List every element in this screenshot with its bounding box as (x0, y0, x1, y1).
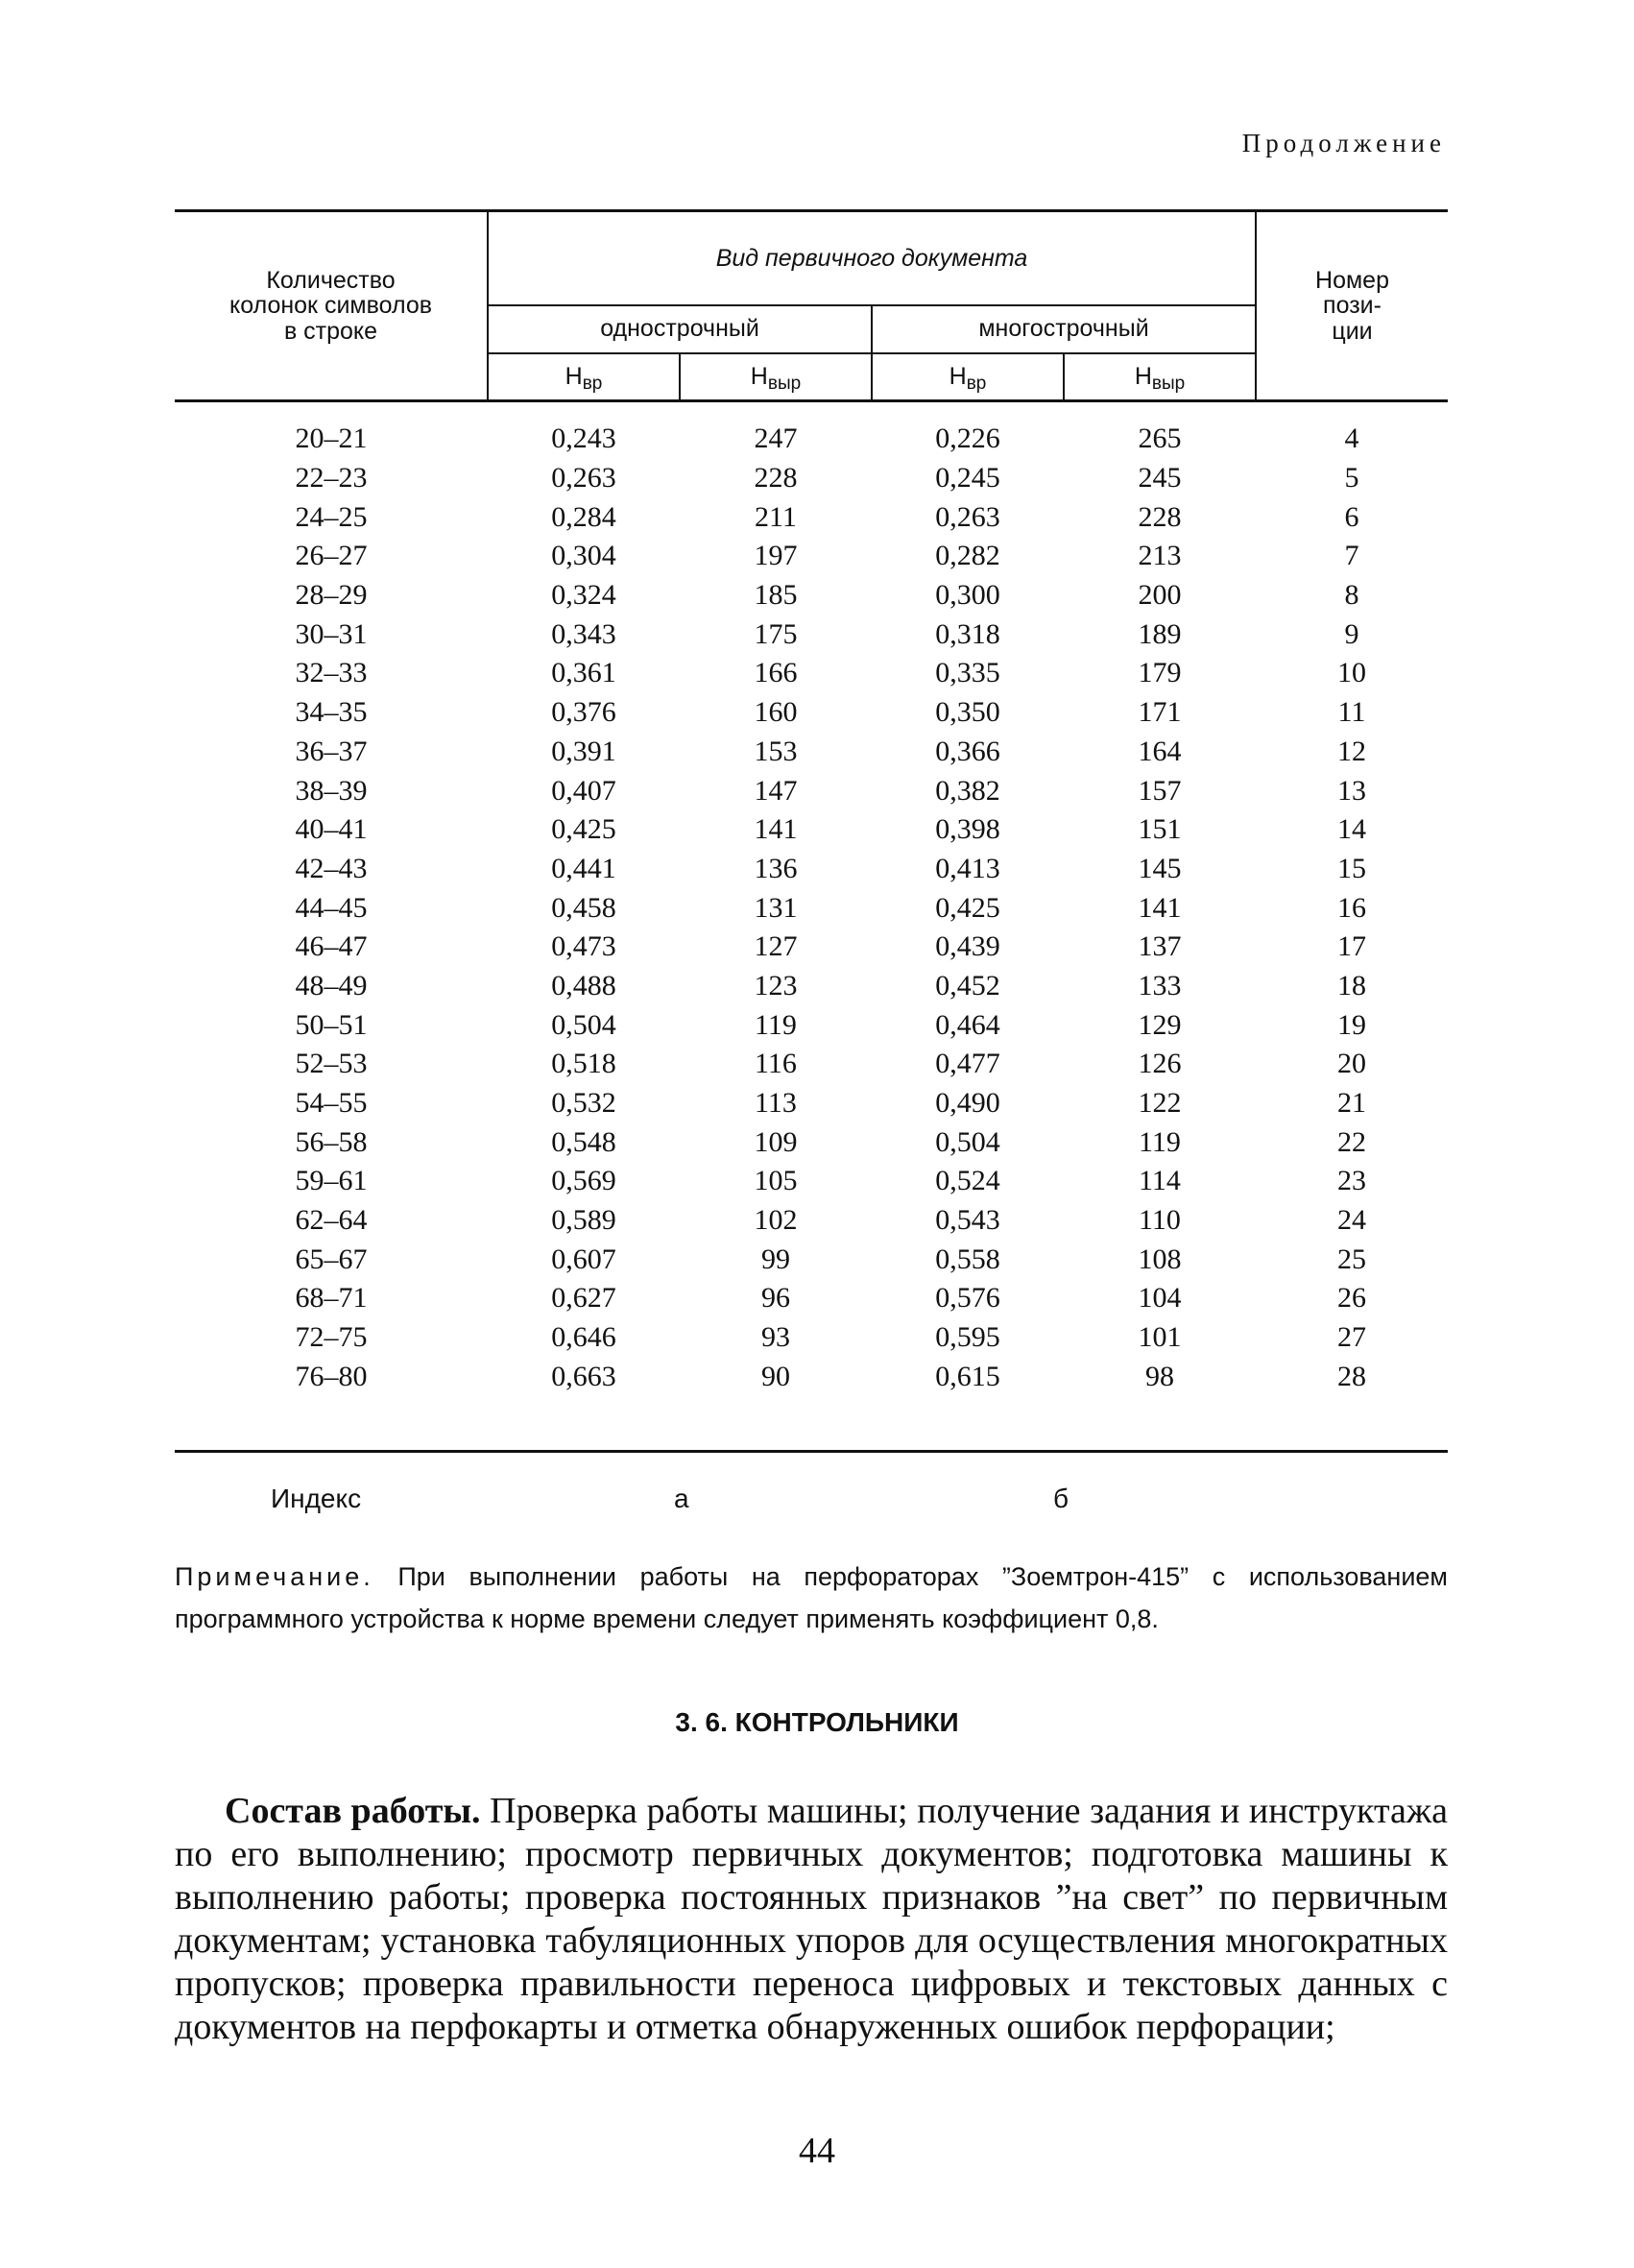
cell-nvr-single: 0,324 (551, 579, 616, 612)
cell-nvyr-single: 116 (755, 1048, 797, 1080)
cell-nvr-multi: 0,300 (935, 579, 1000, 612)
n-subscript: вр (582, 374, 603, 395)
cell-columns-range: 56–58 (295, 1125, 368, 1158)
n-letter: Н (565, 363, 583, 391)
cell-nvyr-multi: 171 (1138, 696, 1182, 729)
table-row (175, 654, 1448, 693)
index-b: б (1053, 1484, 1069, 1513)
cell-nvyr-single: 90 (761, 1360, 790, 1392)
paragraph-lead: Состав работы. (225, 1791, 481, 1831)
cell-nvyr-multi: 141 (1138, 891, 1182, 924)
cell-nvr-single: 0,589 (551, 1204, 616, 1237)
cell-nvr-single: 0,425 (551, 813, 616, 846)
cell-columns-range: 72–75 (295, 1321, 368, 1354)
cell-nvr-multi: 0,439 (935, 930, 1000, 963)
cell-nvyr-multi: 189 (1138, 617, 1182, 650)
cell-nvr-single: 0,488 (551, 969, 616, 1001)
cell-columns-range: 24–25 (295, 500, 368, 533)
cell-position: 23 (1337, 1165, 1366, 1197)
cell-nvyr-multi: 151 (1138, 813, 1182, 846)
cell-columns-range: 68–71 (295, 1282, 368, 1315)
cell-columns-range: 28–29 (295, 579, 368, 612)
table-row (175, 1045, 1448, 1084)
cell-columns-range: 48–49 (295, 969, 368, 1001)
cell-position: 12 (1337, 735, 1366, 767)
table-row (175, 1318, 1448, 1358)
cell-position: 20 (1337, 1048, 1366, 1080)
cell-nvr-single: 0,361 (551, 657, 616, 689)
table-row (175, 693, 1448, 733)
cell-position: 7 (1344, 540, 1359, 572)
cell-nvyr-single: 96 (761, 1282, 790, 1315)
cell-columns-range: 44–45 (295, 891, 368, 924)
index-row (0, 1484, 1634, 1522)
work-composition-paragraph (175, 1790, 1448, 2049)
cell-nvr-multi: 0,366 (935, 735, 1000, 767)
cell-nvyr-multi: 98 (1145, 1360, 1174, 1392)
table-row (175, 850, 1448, 889)
cell-nvr-single: 0,663 (551, 1360, 616, 1392)
cell-nvyr-multi: 122 (1138, 1087, 1182, 1120)
cell-nvr-multi: 0,226 (935, 422, 1000, 455)
cell-columns-range: 30–31 (295, 617, 368, 650)
cell-nvyr-multi: 145 (1138, 852, 1182, 884)
cell-columns-range: 26–27 (295, 540, 368, 572)
cell-nvr-multi: 0,263 (935, 500, 1000, 533)
cell-nvyr-multi: 104 (1138, 1282, 1182, 1315)
cell-nvyr-single: 119 (755, 1008, 797, 1041)
cell-nvr-multi: 0,413 (935, 852, 1000, 884)
cell-nvyr-single: 185 (754, 579, 798, 612)
cell-nvr-multi: 0,335 (935, 657, 1000, 689)
n-letter: Н (750, 363, 768, 391)
cell-nvr-single: 0,607 (551, 1243, 616, 1275)
cell-nvr-single: 0,532 (551, 1087, 616, 1120)
cell-columns-range: 34–35 (295, 696, 368, 729)
table-row (175, 733, 1448, 772)
cell-nvyr-multi: 110 (1139, 1204, 1181, 1237)
col-header-line: в строке (283, 317, 378, 345)
cell-position: 6 (1344, 500, 1359, 533)
cell-columns-range: 22–23 (295, 462, 368, 495)
table-row (175, 576, 1448, 615)
cell-nvr-multi: 0,558 (935, 1243, 1000, 1275)
cell-columns-range: 62–64 (295, 1204, 368, 1237)
cell-nvr-multi: 0,245 (935, 462, 1000, 495)
cell-nvyr-single: 228 (754, 462, 798, 495)
cell-nvr-multi: 0,398 (935, 813, 1000, 846)
col-header-position (1256, 211, 1448, 401)
cell-nvyr-multi: 228 (1138, 500, 1182, 533)
cell-nvr-multi: 0,282 (935, 540, 1000, 572)
cell-nvyr-single: 127 (754, 930, 798, 963)
table-row (175, 928, 1448, 967)
section-title: 3. 6. КОНТРОЛЬНИКИ (675, 1707, 959, 1737)
cell-position: 9 (1344, 617, 1359, 650)
cell-nvr-multi: 0,382 (935, 774, 1000, 807)
cell-position: 4 (1344, 422, 1359, 455)
cell-columns-range: 50–51 (295, 1008, 368, 1041)
cell-nvyr-single: 105 (754, 1165, 798, 1197)
col-header-multi-line: многострочный (872, 305, 1256, 353)
cell-nvyr-multi: 200 (1138, 579, 1182, 612)
cell-nvyr-single: 109 (754, 1125, 798, 1158)
cell-nvyr-single: 153 (754, 735, 798, 767)
cell-nvr-single: 0,391 (551, 735, 616, 767)
cell-nvr-single: 0,243 (551, 422, 616, 455)
cell-nvr-multi: 0,425 (935, 891, 1000, 924)
cell-nvyr-single: 131 (754, 891, 798, 924)
cell-position: 28 (1337, 1360, 1366, 1392)
cell-columns-range: 42–43 (295, 852, 368, 884)
table-row (175, 1005, 1448, 1045)
table-row (175, 1279, 1448, 1318)
cell-columns-range: 32–33 (295, 657, 368, 689)
cell-position: 16 (1337, 891, 1366, 924)
table-row (175, 1084, 1448, 1123)
cell-nvr-multi: 0,615 (935, 1360, 1000, 1392)
cell-nvyr-multi: 137 (1138, 930, 1182, 963)
table-row (175, 967, 1448, 1006)
cell-columns-range: 36–37 (295, 735, 368, 767)
cell-nvr-single: 0,548 (551, 1125, 616, 1158)
cell-nvyr-multi: 126 (1138, 1048, 1182, 1080)
cell-position: 18 (1337, 969, 1366, 1001)
cell-columns-range: 65–67 (295, 1243, 368, 1275)
n-subscript: выр (1151, 374, 1186, 395)
col-header-single-line: однострочный (488, 305, 872, 353)
cell-nvyr-multi: 129 (1138, 1008, 1182, 1041)
cell-columns-range: 38–39 (295, 774, 368, 807)
cell-nvyr-single: 141 (754, 813, 798, 846)
cell-nvr-single: 0,646 (551, 1321, 616, 1354)
cell-nvyr-single: 93 (761, 1321, 790, 1354)
cell-nvyr-single: 99 (761, 1243, 790, 1275)
n-letter: Н (1134, 363, 1152, 391)
n-subscript: вр (966, 374, 987, 395)
cell-position: 27 (1337, 1321, 1366, 1354)
cell-columns-range: 76–80 (295, 1360, 368, 1392)
table-row (175, 888, 1448, 928)
note-text: При выполнении работы на перфораторах ”Зоемтрон-415” с использованием программного устройства к норме времени следует применять коэффициент 0,8. (175, 1562, 1448, 1633)
cell-columns-range: 20–21 (295, 422, 368, 455)
cell-position: 17 (1337, 930, 1366, 963)
cell-nvr-multi: 0,452 (935, 969, 1000, 1001)
cell-nvyr-single: 160 (754, 696, 798, 729)
cell-nvyr-multi: 114 (1139, 1165, 1181, 1197)
continued-label: Продолжение (1241, 129, 1446, 157)
cell-columns-range: 59–61 (295, 1165, 368, 1197)
cell-position: 11 (1337, 696, 1366, 729)
cell-nvr-single: 0,441 (551, 852, 616, 884)
cell-nvyr-single: 147 (754, 774, 798, 807)
cell-nvr-multi: 0,464 (935, 1008, 1000, 1041)
cell-nvyr-single: 136 (754, 852, 798, 884)
cell-nvr-multi: 0,490 (935, 1087, 1000, 1120)
table-note (175, 1556, 1448, 1640)
col-header-nvyr-single (680, 353, 872, 401)
paragraph-text: Проверка работы машины; получение задания и инструктажа по его выполнению; просмотр первичных документов; подготовка машины к выполнению работы; проверка постоянных признаков ”на свет” по первичным документам; установка табуляционных упоров для осуществления многократных пропусков; проверка правильности переноса цифровых и текстовых данных с документов на перфокарты и отметка обнаруженных ошибок перфорации; (175, 1791, 1448, 2047)
cell-nvr-multi: 0,543 (935, 1204, 1000, 1237)
cell-position: 10 (1337, 657, 1366, 689)
cell-nvr-multi: 0,477 (935, 1048, 1000, 1080)
table-row (175, 1358, 1448, 1397)
col-header-line: Номер (1315, 267, 1389, 295)
table-row (175, 615, 1448, 654)
col-header-line: ции (1332, 317, 1373, 345)
cell-nvyr-multi: 157 (1138, 774, 1182, 807)
table-row (175, 497, 1448, 537)
norms-table (175, 209, 1448, 1396)
col-header-nvr-multi (872, 353, 1064, 401)
cell-position: 21 (1337, 1087, 1366, 1120)
index-a: а (674, 1484, 689, 1513)
table-row (175, 459, 1448, 498)
cell-columns-range: 52–53 (295, 1048, 368, 1080)
cell-nvyr-single: 211 (755, 500, 797, 533)
cell-nvyr-single: 102 (754, 1204, 798, 1237)
cell-nvyr-single: 123 (754, 969, 798, 1001)
cell-nvyr-multi: 119 (1139, 1125, 1181, 1158)
cell-nvr-single: 0,407 (551, 774, 616, 807)
cell-position: 5 (1344, 462, 1359, 495)
cell-nvr-multi: 0,576 (935, 1282, 1000, 1315)
cell-nvr-single: 0,504 (551, 1008, 616, 1041)
cell-nvyr-multi: 164 (1138, 735, 1182, 767)
cell-position: 13 (1337, 774, 1366, 807)
cell-columns-range: 54–55 (295, 1087, 368, 1120)
cell-nvyr-multi: 108 (1138, 1243, 1182, 1275)
cell-nvyr-multi: 101 (1138, 1321, 1182, 1354)
cell-nvyr-single: 113 (755, 1087, 797, 1120)
table-row (175, 771, 1448, 810)
n-subscript: выр (767, 374, 802, 395)
cell-position: 25 (1337, 1243, 1366, 1275)
cell-nvyr-multi: 133 (1138, 969, 1182, 1001)
cell-nvr-single: 0,518 (551, 1048, 616, 1080)
cell-nvr-single: 0,458 (551, 891, 616, 924)
cell-nvr-multi: 0,524 (935, 1165, 1000, 1197)
col-header-nvr-single (488, 353, 680, 401)
col-header-nvyr-multi (1064, 353, 1256, 401)
cell-position: 15 (1337, 852, 1366, 884)
cell-nvr-single: 0,627 (551, 1282, 616, 1315)
cell-position: 14 (1337, 813, 1366, 846)
cell-nvr-single: 0,343 (551, 617, 616, 650)
cell-nvyr-multi: 265 (1138, 422, 1182, 455)
cell-nvr-multi: 0,595 (935, 1321, 1000, 1354)
n-letter: Н (949, 363, 967, 391)
col-header-line: колонок символов (229, 292, 432, 320)
table-row (175, 1201, 1448, 1241)
index-label: Индекс (271, 1484, 362, 1513)
cell-nvr-multi: 0,504 (935, 1125, 1000, 1158)
col-header-columns-count (175, 211, 488, 401)
cell-position: 26 (1337, 1282, 1366, 1315)
cell-nvr-multi: 0,318 (935, 617, 1000, 650)
col-header-line: пози- (1323, 292, 1382, 320)
cell-columns-range: 46–47 (295, 930, 368, 963)
cell-nvr-single: 0,569 (551, 1165, 616, 1197)
col-header-line: Количество (266, 267, 396, 295)
cell-nvr-single: 0,304 (551, 540, 616, 572)
cell-nvr-single: 0,263 (551, 462, 616, 495)
cell-nvr-single: 0,376 (551, 696, 616, 729)
cell-nvyr-single: 166 (754, 657, 798, 689)
cell-nvyr-single: 247 (754, 422, 798, 455)
table-row (175, 1162, 1448, 1201)
cell-nvr-single: 0,473 (551, 930, 616, 963)
table-row (175, 1240, 1448, 1279)
cell-nvyr-multi: 245 (1138, 462, 1182, 495)
table-row (175, 420, 1448, 459)
cell-nvyr-multi: 179 (1138, 657, 1182, 689)
cell-nvyr-single: 197 (754, 540, 798, 572)
cell-position: 22 (1337, 1125, 1366, 1158)
col-header-document-type: Вид первичного документа (488, 211, 1256, 305)
page-number: 44 (799, 2131, 835, 2171)
table-row (175, 537, 1448, 576)
cell-position: 19 (1337, 1008, 1366, 1041)
cell-position: 8 (1344, 579, 1359, 612)
table-row (175, 1122, 1448, 1162)
table-header (175, 209, 1448, 402)
cell-columns-range: 40–41 (295, 813, 368, 846)
cell-nvyr-single: 175 (754, 617, 798, 650)
table-body (175, 420, 1448, 1396)
cell-nvr-multi: 0,350 (935, 696, 1000, 729)
table-bottom-rule (175, 1450, 1448, 1453)
cell-nvyr-multi: 213 (1138, 540, 1182, 572)
table-row (175, 810, 1448, 850)
cell-nvr-single: 0,284 (551, 500, 616, 533)
note-label: Примечание. (175, 1562, 374, 1591)
cell-position: 24 (1337, 1204, 1366, 1237)
